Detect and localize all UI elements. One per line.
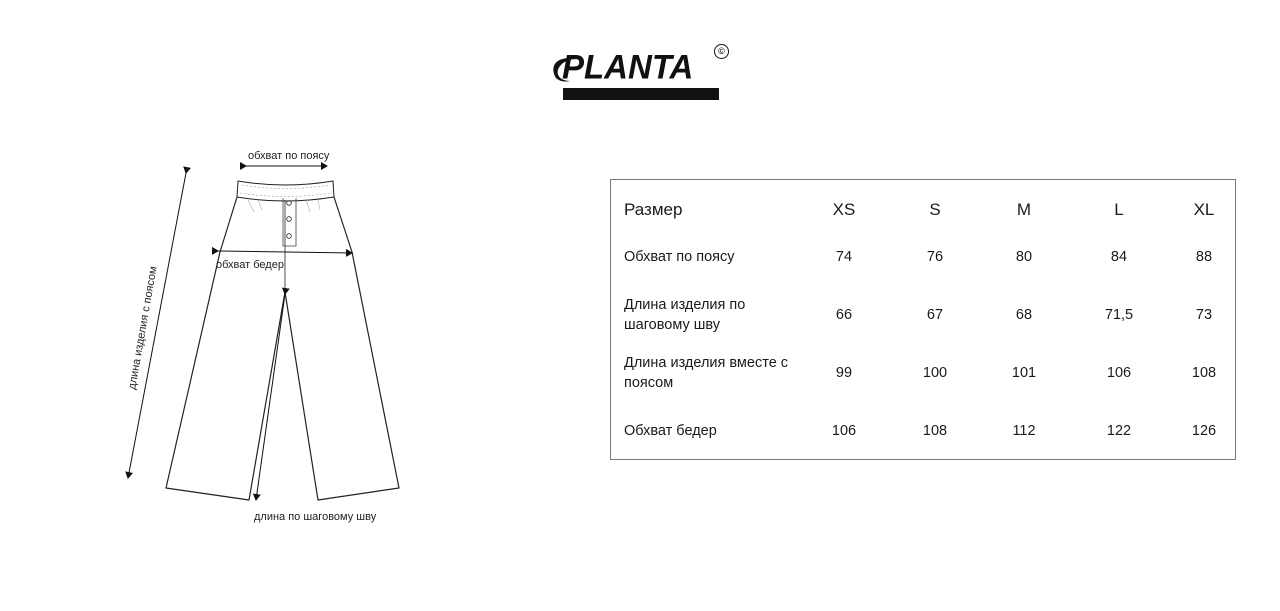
row-label: Обхват по поясу bbox=[624, 249, 735, 265]
table-cell: 112 bbox=[1012, 423, 1036, 439]
table-cell: 74 bbox=[835, 249, 853, 265]
size-table bbox=[610, 179, 1236, 460]
table-cell: 122 bbox=[1106, 423, 1132, 439]
row-label: Обхват бедер bbox=[624, 423, 717, 439]
table-cell: 68 bbox=[1015, 307, 1033, 323]
table-cell: 106 bbox=[831, 423, 857, 439]
inseam-label: длина по шаговому шву bbox=[254, 511, 377, 523]
table-cell: 100 bbox=[922, 365, 948, 381]
table-cell: 80 bbox=[1015, 249, 1033, 265]
size-header-cell: XL bbox=[1193, 200, 1215, 219]
logo-wordmark: PLANTA bbox=[562, 47, 694, 86]
length-with-belt-label: длина изделия с поясом bbox=[126, 265, 160, 391]
table-cell: 67 bbox=[926, 307, 944, 323]
copyright-icon: © bbox=[714, 44, 729, 59]
table-cell: 73 bbox=[1195, 307, 1213, 323]
table-cell: 66 bbox=[835, 307, 853, 323]
table-cell: 126 bbox=[1191, 423, 1217, 439]
table-cell: 88 bbox=[1195, 249, 1213, 265]
table-cell: 108 bbox=[922, 423, 948, 439]
row-label: Длина изделия по шаговому шву bbox=[624, 297, 746, 333]
table-cell: 84 bbox=[1110, 249, 1128, 265]
table-cell: 108 bbox=[1191, 365, 1217, 381]
pants-outline bbox=[166, 197, 399, 500]
table-cell: 99 bbox=[835, 365, 853, 381]
size-header-label: Размер bbox=[624, 200, 683, 219]
size-header-cell: M bbox=[1016, 200, 1032, 219]
table-cell: 76 bbox=[926, 249, 944, 265]
row-label: Длина изделия вместе с поясом bbox=[624, 355, 789, 391]
size-header-cell: L bbox=[1114, 200, 1124, 219]
table-cell: 106 bbox=[1106, 365, 1132, 381]
inseam-arrow bbox=[256, 294, 285, 500]
pants-waistband bbox=[237, 181, 334, 201]
size-header-cell: XS bbox=[832, 200, 856, 219]
waist-label: обхват по поясу bbox=[248, 150, 330, 162]
hips-label: обхват бедер bbox=[216, 259, 284, 271]
table-cell: 71,5 bbox=[1104, 307, 1134, 323]
table-cell: 101 bbox=[1011, 365, 1037, 381]
size-header-cell: S bbox=[929, 200, 941, 219]
pants-measurement-diagram bbox=[0, 0, 600, 611]
